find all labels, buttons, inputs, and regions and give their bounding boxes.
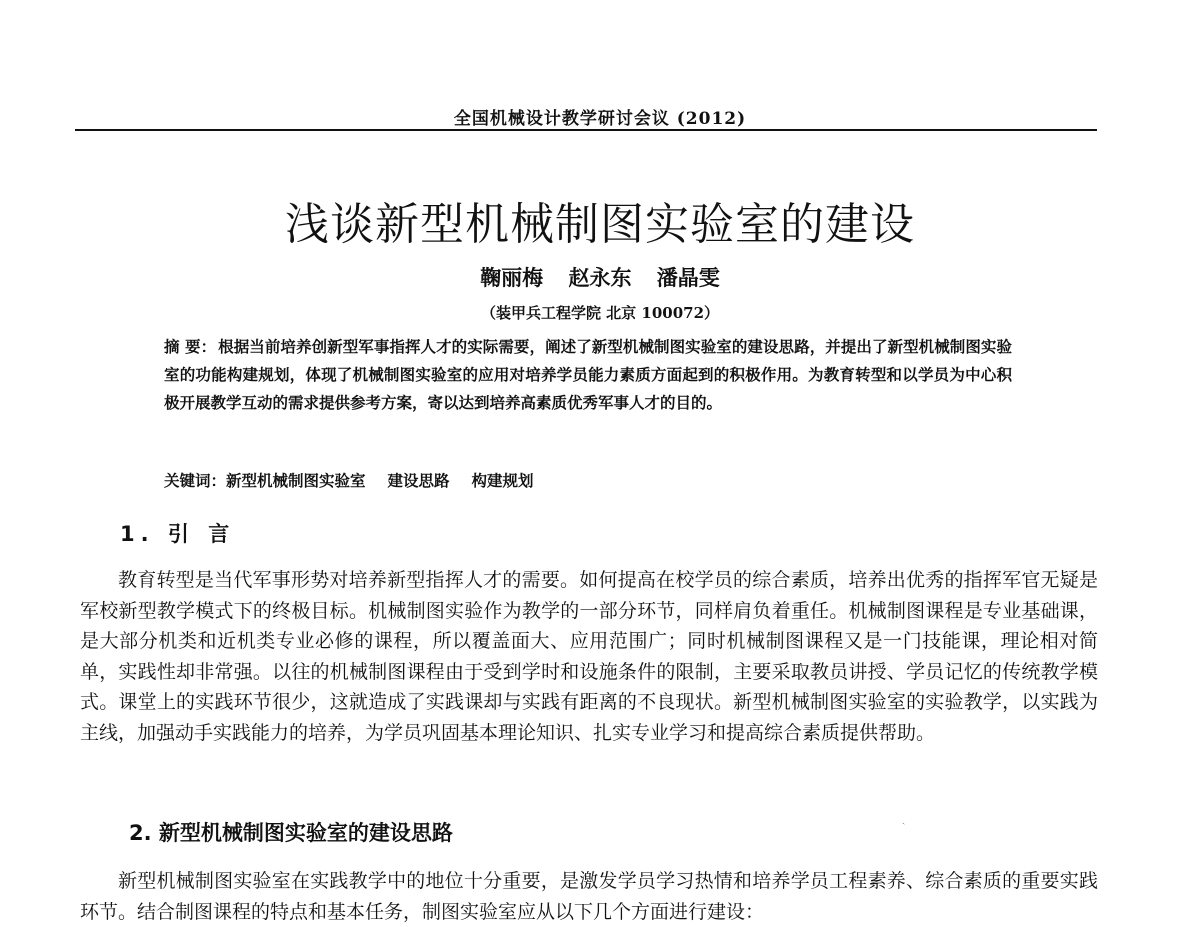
keyword-item: 新型机械制图实验室 [226,472,366,490]
keywords-label: 关键词： [164,472,227,490]
section-heading-construction-ideas: 2. 新型机械制图实验室的建设思路 [129,821,453,845]
abstract [164,333,1012,417]
author-list: 鞠丽梅 赵永东 潘晶雯 [480,265,720,290]
affiliation: （装甲兵工程学院 北京 100072） [480,304,720,322]
keywords [164,469,1012,491]
keyword-item: 构建规划 [471,472,534,490]
header-rule [75,129,1097,131]
section-paragraph-construction-ideas: 新型机械制图实验室在实践教学中的地位十分重要，是激发学员学习热情和培养学员工程素养、综合素质的重要实践环节。结合制图课程的特点和基本任务，制图实验室应从以下几个方面进行建设： [80,870,1098,923]
scan-speck: ˎ [902,814,906,825]
section-heading-introduction: 1. 引 言 [120,522,236,546]
abstract-label: 摘 要： [164,338,217,356]
abstract-text: 根据当前培养创新型军事指挥人才的实际需要，阐述了新型机械制图实验室的建设思路，并提出了新型机械制图实验室的功能构建规划，体现了机械制图实验室的应用对培养学员能力素质方面起到的积极作用。为教育转型和以学员为中心积极开展教学互动的需求提供参考方案，寄以达到培养高素质优秀军事人才的目的。 [164,338,1012,412]
keyword-item: 建设思路 [387,472,450,490]
running-header: 全国机械设计教学研讨会议 (2012) [453,109,747,129]
paper-title: 浅谈新型机械制图实验室的建设 [285,199,915,250]
section-paragraph-introduction: 教育转型是当代军事形势对培养新型指挥人才的需要。如何提高在校学员的综合素质，培养出优秀的指挥军官无疑是军校新型教学模式下的终极目标。机械制图实验作为教学的一部分环节，同样肩负着重任。机械制图课程是专业基础课，是大部分机类和近机类专业必修的课程，所以覆盖面大、应用范围广；同时机械制图课程又是一门技能课，理论相对简单，实践性却非常强。以往的机械制图课程由于受到学时和设施条件的限制，主要采取教员讲授、学员记忆的传统教学模式。课堂上的实践环节很少，这就造成了实践课却与实践有距离的不良现状。新型机械制图实验室的实验教学，以实践为主线，加强动手实践能力的培养，为学员巩固基本理论知识、扎实专业学习和提高综合素质提供帮助。 [80,569,1098,744]
